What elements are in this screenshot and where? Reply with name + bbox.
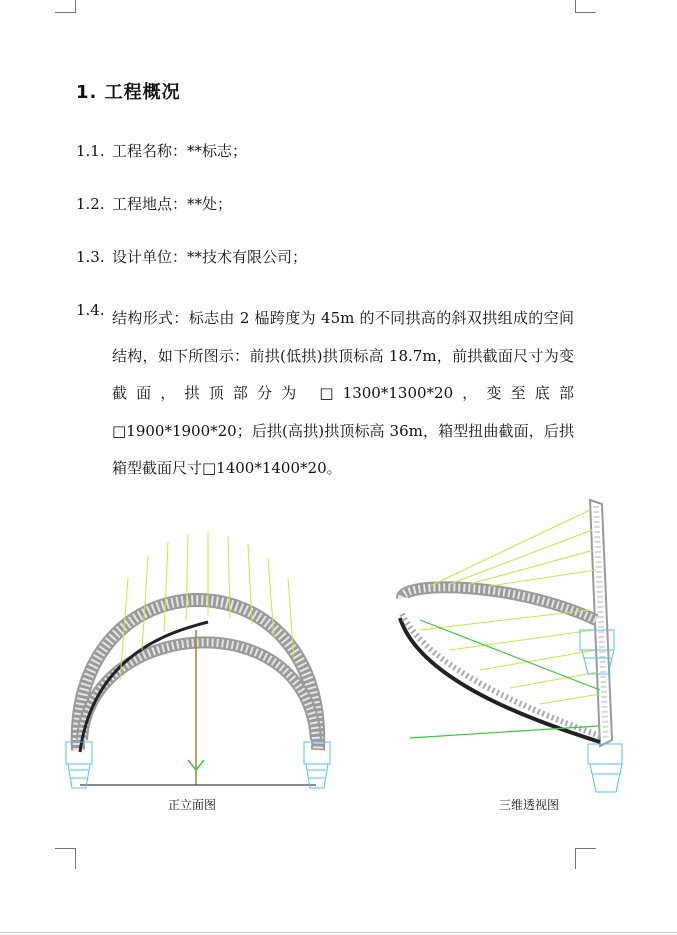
structure-description-paragraph: 结构形式：标志由 2 榀跨度为 45m 的不同拱高的斜双拱组成的空间结构，如下所图示：前拱(低拱)拱顶标高 18.7m，前拱截面尺寸为变截面，拱顶部分为 □1300*1300*20，变至底部 □1900*1900*20；后拱(高拱)拱顶标高 36m，箱型扭曲截面，后拱箱型截面尺寸□1400*1400*20。 bbox=[112, 309, 574, 477]
item-text: 工程名称：**标志； bbox=[112, 142, 248, 160]
item-number: 1.3. bbox=[76, 248, 105, 266]
page-corner-mark-bottom-left bbox=[55, 848, 76, 869]
list-item bbox=[76, 247, 307, 267]
front-elevation-figure bbox=[58, 490, 338, 802]
item-number: 1.2. bbox=[76, 195, 105, 213]
item-number: 1.4. bbox=[76, 301, 105, 319]
figure-caption-3d-perspective: 三维透视图 bbox=[499, 798, 560, 812]
item-text: 工程地点：**处； bbox=[112, 195, 233, 213]
section-heading: 1. 工程概况 bbox=[76, 82, 181, 103]
list-item bbox=[76, 194, 232, 214]
page-corner-mark-bottom-right bbox=[575, 848, 596, 869]
item-number: 1.1. bbox=[76, 142, 105, 160]
list-item bbox=[76, 141, 247, 161]
list-item bbox=[76, 300, 112, 320]
figure-caption-front-elevation: 正立面图 bbox=[168, 798, 217, 812]
page-corner-mark-top-right bbox=[575, 0, 596, 13]
page-bottom-rule bbox=[0, 932, 677, 933]
page-corner-mark-top-left bbox=[55, 0, 76, 13]
item-text: 设计单位：**技术有限公司； bbox=[112, 248, 308, 266]
3d-perspective-figure bbox=[390, 490, 650, 802]
